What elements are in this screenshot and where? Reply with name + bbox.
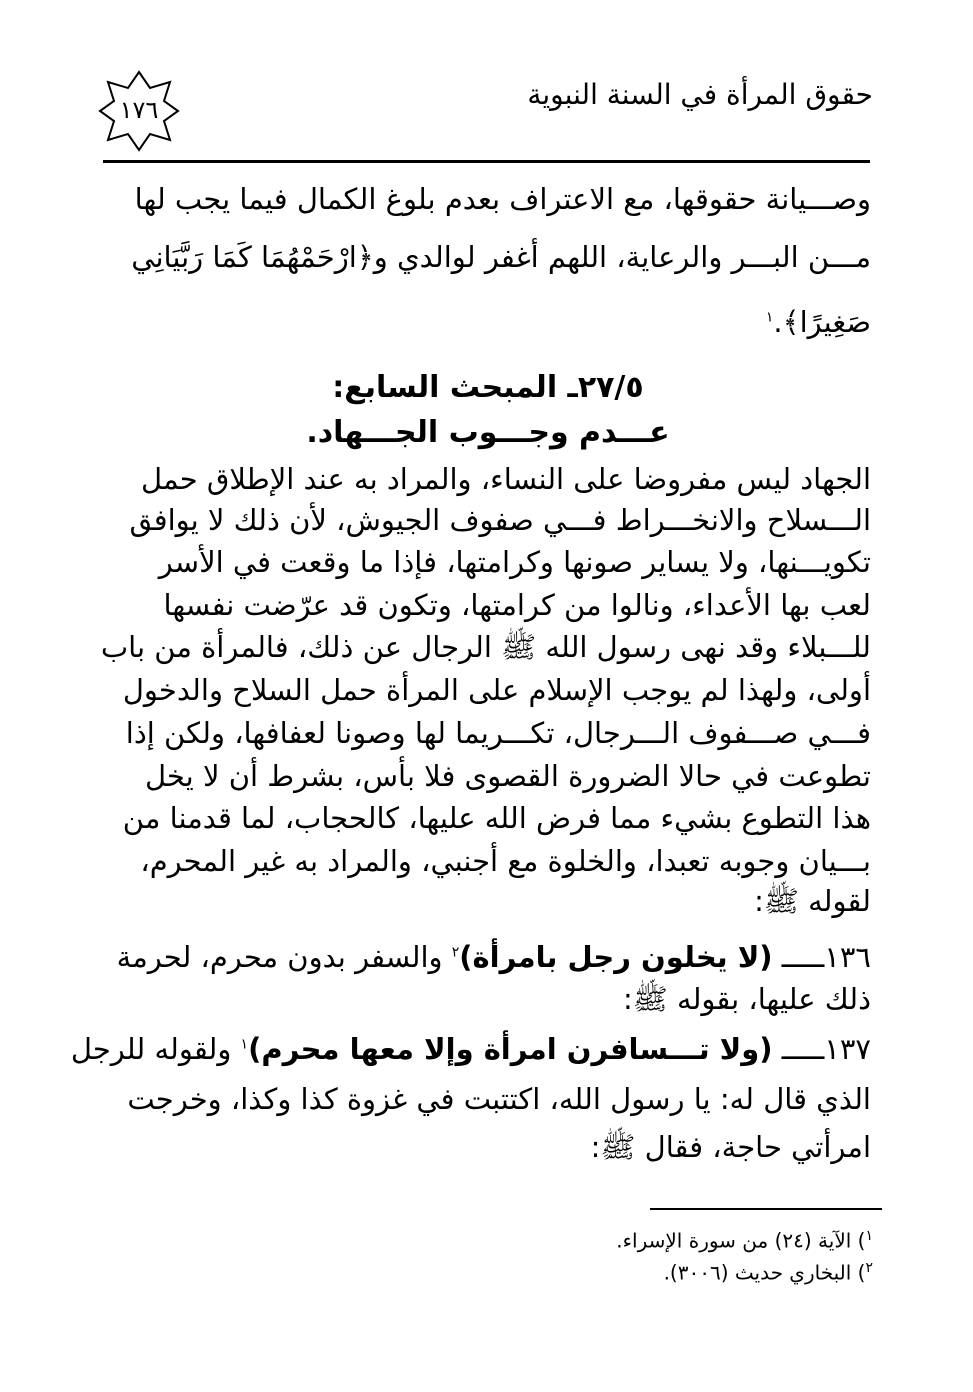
footnote-mark: ٢ xyxy=(865,1260,873,1276)
body-line: بـــيان وجوبه تعبدا، والخلوة مع أجنبي، والمراد به غير المحرم، xyxy=(140,844,871,878)
hadith-text: (لا يخلون رجل بامرأة) xyxy=(459,940,773,974)
footnote-mark: ١ xyxy=(865,1228,873,1244)
running-header-title: حقوق المرأة في السنة النبوية xyxy=(527,78,873,111)
body-line: وصـــيانة حقوقها، مع الاعتراف بعدم بلوغ الكمال فيما يجب لها xyxy=(134,182,871,216)
body-line: هذا التطوع بشيء مما فرض الله عليها، كالحجاب، لما قدمنا من xyxy=(122,801,871,835)
hadith-continuation: ولقوله للرجل xyxy=(70,1032,241,1066)
footnote-ref: ٢ xyxy=(451,944,460,961)
hadith-number: ١٣٦ـــــ xyxy=(781,940,871,974)
footnote-text: ) البخاري حديث (٣٠٠٦). xyxy=(663,1260,866,1285)
quran-verse-end: صَغِيرًا﴾. xyxy=(773,305,871,339)
footnote-text: ) الآية (٢٤) من سورة الإسراء. xyxy=(616,1228,866,1253)
page-number-badge xyxy=(98,70,180,152)
body-line: مـــن البـــر والرعاية، اللهم أغفر لوالدي و﴿ارْحَمْهُمَا كَمَا رَبَّيَانِي xyxy=(131,240,871,274)
body-line: الذي قال له: يا رسول الله، اكتتبت في غزوة كذا وكذا، وخرجت xyxy=(127,1082,871,1116)
hadith-137 xyxy=(70,1032,871,1066)
body-line: أولى، ولهذا لم يوجب الإسلام على المرأة حمل السلاح والدخول xyxy=(122,673,871,707)
body-line: الجهاد ليس مفروضا على النساء، والمراد به عند الإطلاق حمل xyxy=(140,462,871,496)
hadith-continuation: والسفر بدون محرم، لحرمة xyxy=(116,940,452,974)
body-line: تكويـــنها، ولا يساير صونها وكرامتها، فإذا ما وقعت في الأسر xyxy=(158,545,871,579)
section-subheading: عـــدم وجـــوب الجـــهاد. xyxy=(306,415,670,450)
page-number: ١٧٦ xyxy=(119,96,159,124)
body-line: تطوعت في حالا الضرورة القصوى فلا بأس، بشرط أن لا يخل xyxy=(144,759,871,793)
hadith-136 xyxy=(105,940,871,974)
footnote-ref: ١ xyxy=(765,309,774,326)
body-line: امرأتي حاجة، فقال ﷺ: xyxy=(590,1130,871,1164)
body-line: لعب بها الأعداء، ونالوا من كرامتها، وتكون قد عرّضت نفسها xyxy=(163,588,871,622)
body-line: لقوله ﷺ: xyxy=(754,884,871,918)
body-line: ذلك عليها، بقوله ﷺ: xyxy=(623,982,871,1016)
footnote-divider xyxy=(650,1208,882,1210)
footnote-ref: ١ xyxy=(240,1036,249,1053)
hadith-number: ١٣٧ـــــ xyxy=(781,1032,871,1066)
hadith-text: (ولا تـــسافرن امرأة وإلا معها محرم) xyxy=(248,1032,773,1066)
header-divider xyxy=(103,160,870,163)
body-line: للـــبلاء وقد نهى رسول الله ﷺ الرجال عن ذلك، فالمرأة من باب xyxy=(100,630,871,664)
body-line xyxy=(105,305,871,339)
footnote-1 xyxy=(616,1228,873,1253)
body-line: الـــسلاح والانخـــراط فـــي صفوف الجيوش، لأن ذلك لا يوافق xyxy=(129,503,871,537)
body-line: فـــي صـــفوف الـــرجال، تكـــريما لها وصونا لعفافها، ولكن إذا xyxy=(125,716,871,750)
section-heading: ٢٧/٥ـ المبحث السابع: xyxy=(332,370,644,405)
footnote-2 xyxy=(664,1260,873,1285)
